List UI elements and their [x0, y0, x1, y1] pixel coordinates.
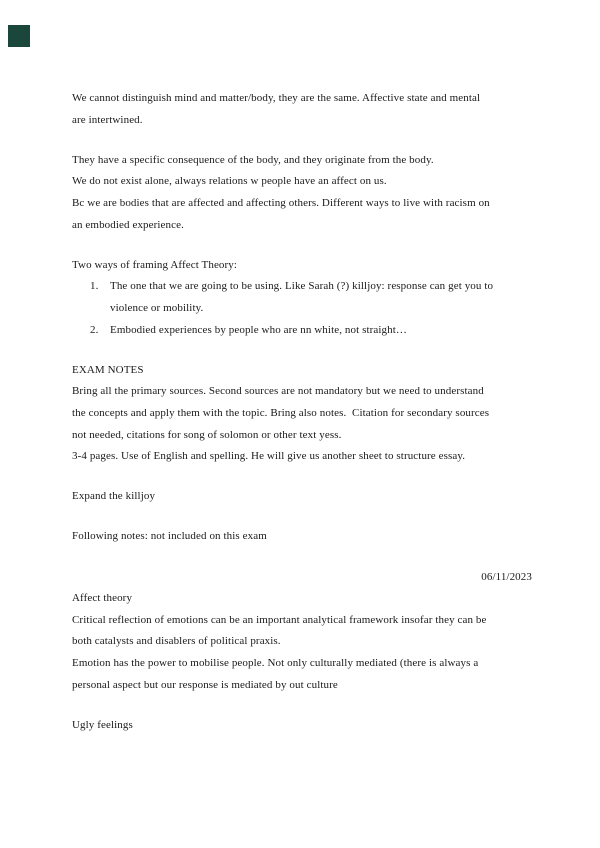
- text-line: are intertwined.: [72, 113, 143, 126]
- text-line: not needed, citations for song of solomon or other text yess.: [72, 428, 342, 441]
- text-line: Expand the killjoy: [72, 490, 156, 503]
- list-item-text: Embodied experiences by people who are nn white, not straight…: [110, 323, 408, 336]
- text-line: Bc we are bodies that are affected and affecting others. Different ways to live with racism on: [72, 196, 490, 209]
- text-line: Affect theory: [72, 592, 133, 605]
- text-line: We cannot distinguish mind and matter/body, they are the same. Affective state and mental: [72, 92, 481, 104]
- text-line: Emotion has the power to mobilise people. Not only culturally mediated (there is always a: [72, 657, 479, 670]
- list-item-text: The one that we are going to be using. Like Sarah (?) killjoy: response can get you to: [110, 280, 494, 293]
- text-line: EXAM NOTES: [72, 363, 144, 376]
- blank-line: [72, 508, 532, 527]
- list-number: 1.: [90, 280, 99, 293]
- text-line: They have a specific consequence of the body, and they originate from the body.: [72, 153, 434, 166]
- text-line: 06/11/2023: [481, 570, 532, 583]
- text-line: personal aspect but our response is mediated by out culture: [72, 678, 338, 691]
- text-line: Two ways of framing Affect Theory:: [72, 258, 238, 271]
- text-line: the concepts and apply them with the topic. Bring also notes. Citation for secondary sources: [72, 406, 490, 419]
- text-line: Following notes: not included on this exam: [72, 530, 267, 543]
- text-line: violence or mobility.: [110, 301, 204, 314]
- document-text: [72, 88, 532, 736]
- blank-line: [72, 236, 532, 255]
- text-line: Ugly feelings: [72, 718, 133, 731]
- text-line: [72, 320, 532, 342]
- text-line: [72, 276, 532, 298]
- text-line: We do not exist alone, always relations w people have an affect on us.: [72, 175, 387, 188]
- blank-line: [72, 468, 532, 487]
- text-line: Bring all the primary sources. Second sources are not mandatory but we need to understand: [72, 385, 484, 398]
- blank-line: [72, 548, 532, 567]
- text-line: an embodied experience.: [72, 218, 184, 231]
- list-number: 2.: [90, 323, 99, 336]
- blank-line: [72, 696, 532, 715]
- blank-line: [72, 341, 532, 360]
- text-line: 3-4 pages. Use of English and spelling. He will give us another sheet to structure essay.: [72, 450, 466, 463]
- blank-line: [72, 131, 532, 150]
- text-line: Critical reflection of emotions can be an important analytical framework insofar they can be: [72, 613, 487, 626]
- corner-marker-square: [8, 25, 30, 47]
- text-line: both catalysts and disablers of political praxis.: [72, 635, 281, 648]
